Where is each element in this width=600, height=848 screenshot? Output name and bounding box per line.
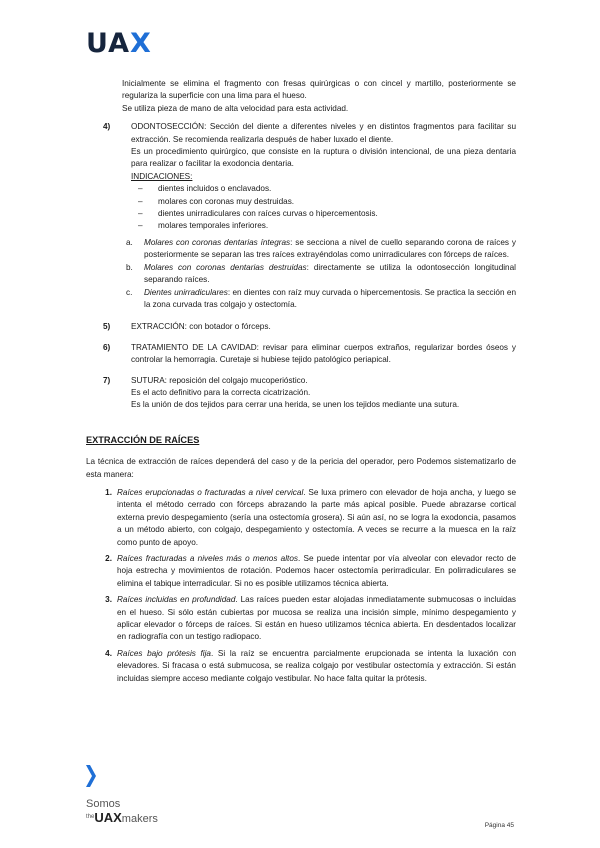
list-item: 3. Raíces incluidas en profundidad. Las raíces pueden estar alojadas inmediatamente submucosas o incluidas en el hueso. Si sólo están cubiertas por mucosa se realiza una incisión simple, mínimo despegamiento y aplicar elevador o fórceps de raíces. Si están en hueso utilizamos técnica abierta. En desdentados localizar en radiografía con un testigo radiopaco.: [105, 595, 516, 642]
list-item-7: 7) SUTURA: reposición del colgajo mucoperióstico. Es el acto definitivo para la correcta cicatrización. Es la unión de dos tejidos para cerrar una herida, se unen los tejidos mediante una sutura.: [103, 375, 460, 410]
page-number: Página 45: [484, 822, 514, 829]
list-item: c. Dientes unirradiculares: en dientes con raíz muy curvada o hipercementosis. Se practica la sección en la zona curvada tras colgajo y ostectomía.: [126, 287, 516, 309]
footer-brand: Somos $^{the}$UAXmakers: [86, 798, 158, 825]
paragraph: Inicialmente se elimina el fragmento con fresas quirúrgicas o con cincel y martillo, posteriormente se regulariza la superficie con una lima para el hueso.: [122, 79, 516, 101]
indications-heading: INDICACIONES:: [131, 171, 193, 181]
page-content: [86, 78, 516, 685]
list-item: 1. Raíces erupcionadas o fracturadas a nivel cervical. Se luxa primero con elevador de hoja ancha, y luego se intenta el método cerrado con fórceps abrazando la parte más apical posible. Puede abrazarse cortical externa previo despegamiento (sería una ostectomía grosera). Si aún así, no se logra la exodoncia, pasamos a un método abierto, con colgajo, despegamiento y ostectomía. A veces se recurre a la muesca en la raíz como punto de apoyo.: [105, 487, 517, 547]
paragraph: Se utiliza pieza de mano de alta velocidad para esta actividad.: [122, 103, 349, 113]
list-item: – molares temporales inferiores.: [138, 221, 269, 231]
list-item: 4. Raíces bajo prótesis fija. Si la raíz se encuentra parcialmente erupcionada se intenta la luxación con elevadores. Si fracasa o está submucosa, se realiza colgajo por vestibular ostectomía y extracción. Si están incluidas siempre acceso mediante colgajo vestibular. No hace falta quitar la prótesis.: [105, 648, 516, 683]
list-item-6: 6) TRATAMIENTO DE LA CAVIDAD: revisar para eliminar cuerpos extraños, regularizar bordes óseos y controlar la hemorragia. Curetaje si hubiese tejido patológico periapical.: [103, 342, 516, 365]
list-item: a. Molares con coronas dentarias íntegras: se secciona a nivel de cuello separando corona de raíces y posteriormente se separan las tres raíces extrayéndolas como unirradiculares con fórceps de raíces.: [126, 237, 516, 260]
section-intro: La técnica de extracción de raíces dependerá del caso y de la pericia del operador, pero Podemos sistematizarlo de esta manera:: [86, 457, 516, 479]
uax-logo: UAX: [86, 28, 152, 59]
list-item: 2. Raíces fracturadas a niveles más o menos altos. Se puede intentar por vía alveolar con elevador recto de hoja estrecha y movimientos de rotación. Podemos hacer ostectomía perirradicular. En polirradiculares se elimina el tabique interradicular. Si no es posible utilizamos técnica abierta.: [105, 554, 516, 588]
chevron-right-icon: [86, 765, 96, 787]
list-item-5: 5) EXTRACCIÓN: con botador o fórceps.: [103, 322, 271, 332]
section-title: EXTRACCIÓN DE RAÍCES: [86, 434, 200, 445]
list-item: – dientes unirradiculares con raíces curvas o hipercementosis.: [138, 209, 378, 219]
list-item: – molares con coronas muy destruidas.: [138, 196, 295, 206]
list-item: – dientes incluidos o enclavados.: [138, 184, 272, 194]
list-item: b. Molares con coronas dentarias destruidas: directamente se utiliza la odontosección longitudinal separando raíces.: [126, 262, 516, 285]
list-item-4: 4) ODONTOSECCIÓN: Sección del diente a diferentes niveles y en distintos fragmentos para facilitar su extracción. Se recomienda realizarla después de haber luxado el diente. Es un procedimiento quirúrgico, que consiste en la ruptura o división intencional, de una pieza dentaria para realizar o facilitar la exodoncia dentaria. INDICACIONES:: [86, 121, 516, 183]
